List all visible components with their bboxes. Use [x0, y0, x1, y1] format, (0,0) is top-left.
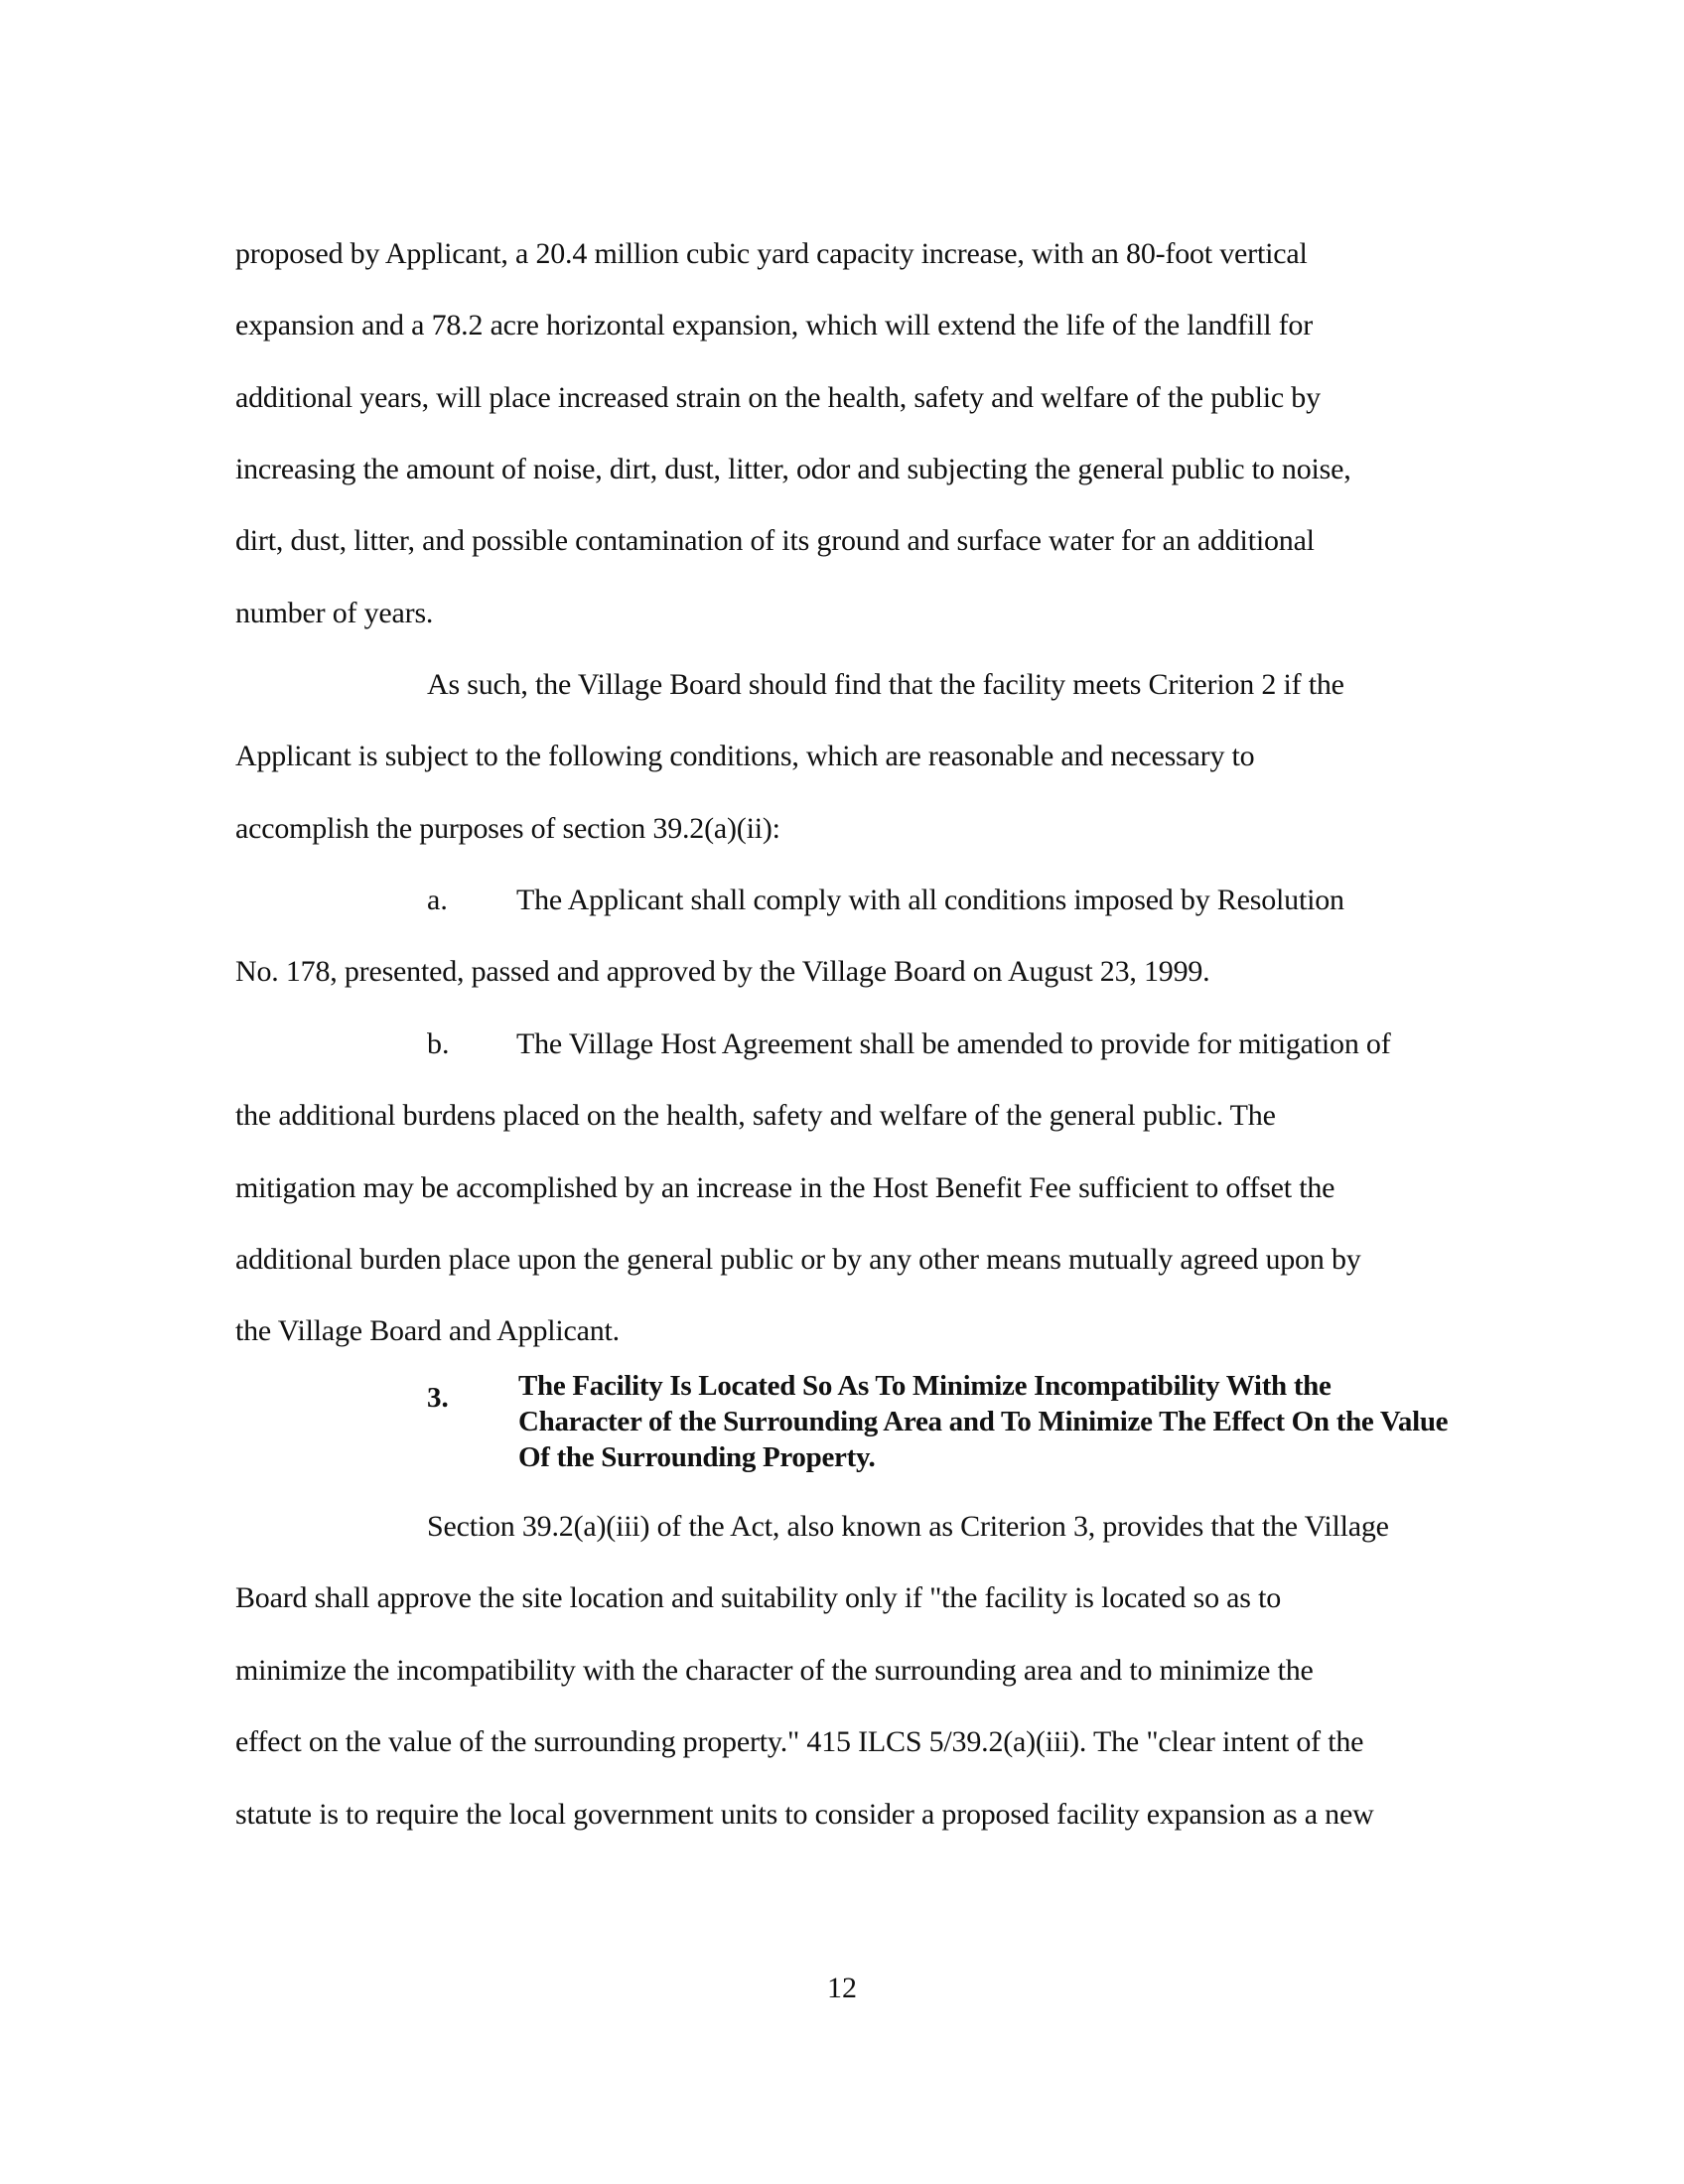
paragraph-line: increasing the amount of noise, dirt, dust, litter, odor and subjecting the general public to noise,	[235, 453, 1351, 485]
paragraph-line: statute is to require the local government units to consider a proposed facility expansion as a new	[235, 1798, 1374, 1831]
condition-b-continuation: the additional burdens placed on the health, safety and welfare of the general public. The	[235, 1099, 1276, 1132]
condition-b-continuation: the Village Board and Applicant.	[235, 1314, 620, 1347]
condition-b-continuation: additional burden place upon the general public or by any other means mutually agreed upon by	[235, 1243, 1361, 1276]
condition-a-continuation: No. 178, presented, passed and approved by the Village Board on August 23, 1999.	[235, 955, 1210, 988]
page-number: 12	[827, 1972, 857, 2004]
paragraph-line: Applicant is subject to the following conditions, which are reasonable and necessary to	[235, 740, 1255, 772]
paragraph-line: proposed by Applicant, a 20.4 million cubic yard capacity increase, with an 80-foot vertical	[235, 237, 1308, 270]
paragraph-line: minimize the incompatibility with the character of the surrounding area and to minimize the	[235, 1654, 1314, 1687]
paragraph-line: number of years.	[235, 597, 434, 629]
section-heading-number: 3.	[427, 1382, 449, 1414]
condition-a-text: The Applicant shall comply with all conditions imposed by Resolution	[516, 884, 1344, 916]
paragraph-line: accomplish the purposes of section 39.2(a)(ii):	[235, 812, 780, 845]
paragraph-line: expansion and a 78.2 acre horizontal expansion, which will extend the life of the landfill for	[235, 309, 1314, 341]
section-heading: The Facility Is Located So As To Minimize Incompatibility With the Character of the Surrounding Area and To Minimize The Effect On the Value Of the Surrounding Property.	[518, 1370, 1449, 1473]
condition-a-letter: a.	[427, 884, 448, 916]
condition-b-letter: b.	[427, 1027, 450, 1060]
paragraph-line: Section 39.2(a)(iii) of the Act, also known as Criterion 3, provides that the Village	[427, 1510, 1389, 1543]
paragraph-line: As such, the Village Board should find that the facility meets Criterion 2 if the	[427, 668, 1344, 701]
condition-b-continuation: mitigation may be accomplished by an increase in the Host Benefit Fee sufficient to offset the	[235, 1171, 1335, 1204]
condition-b-text: The Village Host Agreement shall be amended to provide for mitigation of	[516, 1027, 1391, 1060]
paragraph-line: dirt, dust, litter, and possible contamination of its ground and surface water for an additional	[235, 524, 1315, 557]
paragraph-line: additional years, will place increased strain on the health, safety and welfare of the public by	[235, 381, 1321, 414]
paragraph-line: Board shall approve the site location and suitability only if "the facility is located so as to	[235, 1581, 1282, 1614]
paragraph-line: effect on the value of the surrounding property." 415 ILCS 5/39.2(a)(iii). The "clear intent of the	[235, 1725, 1364, 1758]
